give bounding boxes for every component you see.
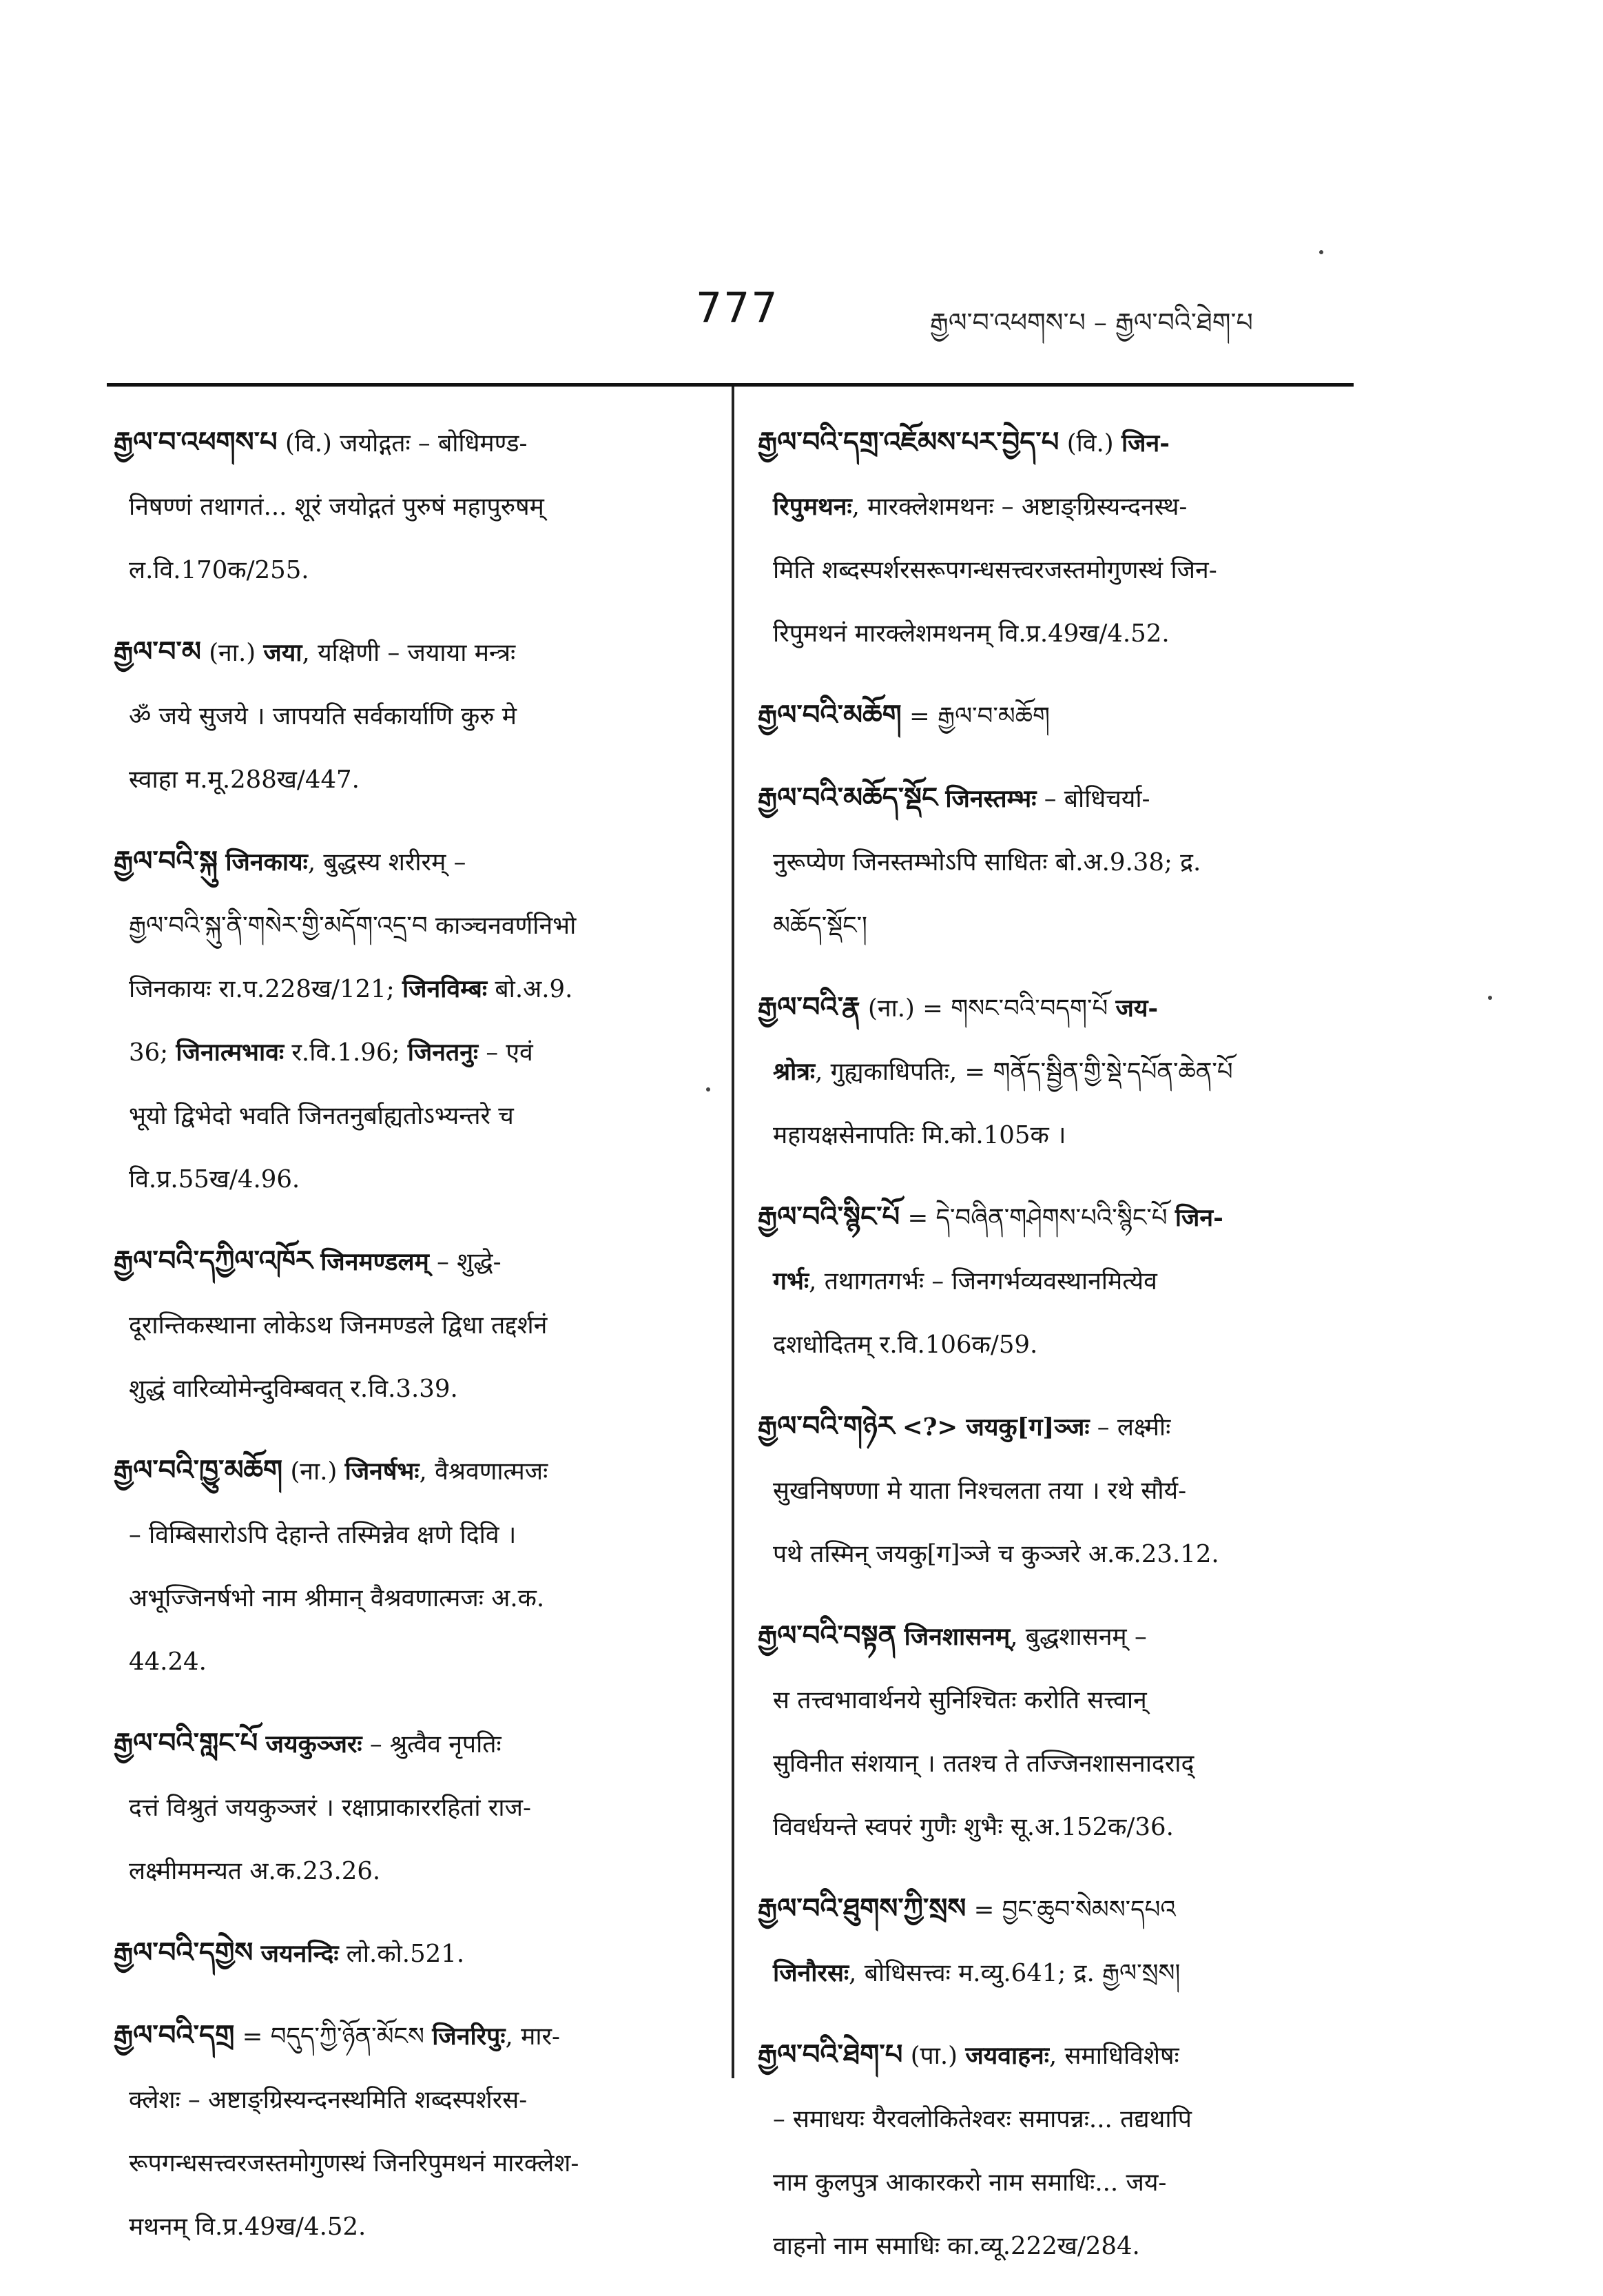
entry-text: रूपगन्धसत्त्वरजस्तमोगुणस्थं जिनरिपुमथनं मारक्लेश-: [129, 2149, 579, 2177]
entry-text: (ना.): [200, 639, 264, 667]
entry-text: མཆོད་སྡོང་།: [773, 912, 867, 940]
entry-text: रिपुमथनं मारक्लेशमथनम् वि.प्र.49ख/4.52.: [773, 619, 1170, 648]
entry-text: भूयो द्विभेदो भवति जिनतनुर्बाह्यतोऽभ्यन्तरे च: [129, 1102, 514, 1130]
entry-headline: [758, 1185, 1357, 1250]
entry-text: (ना.) = གསང་བའི་བདག་པོ: [860, 994, 1116, 1023]
entry-headline: [758, 2023, 1357, 2088]
entry-text: [218, 848, 225, 877]
headword: རྒྱལ་བའི་རྣ: [758, 991, 860, 1023]
scan-speck: [706, 1087, 710, 1091]
sanskrit-term: जिनशासनम्: [904, 1623, 1011, 1651]
entry-text: = བདུད་ཀྱི་ཉོན་མོངས: [234, 2022, 433, 2051]
entry-text: – विम्बिसारोऽपि देहान्ते तस्मिन्नेव क्षणे दिवि ।: [129, 1521, 517, 1549]
entry-text: – श्रुत्वैव नृपतिः: [362, 1730, 501, 1759]
entry-text: 44.24.: [129, 1648, 207, 1676]
column-divider: [732, 387, 734, 2078]
entry-headline: [758, 1877, 1357, 1942]
sanskrit-term: जिनस्तम्भः: [945, 785, 1037, 813]
dictionary-entry: [758, 1395, 1357, 1586]
headword: རྒྱལ་བ་མ: [114, 635, 201, 668]
entry-text: (पा.): [902, 2042, 966, 2070]
entry-text: [896, 1623, 904, 1651]
entry-line: [114, 1776, 713, 1840]
entry-line: [758, 1313, 1357, 1377]
entry-text: स्वाहा म.मू.288ख/447.: [129, 766, 360, 794]
left-column: [114, 411, 713, 2277]
entry-headline: [114, 1439, 713, 1504]
entry-line: [114, 1021, 713, 1085]
headword: རྒྱལ་བའི་མཆོད་སྡོང: [758, 781, 938, 814]
entry-text: – बोधिचर्या-: [1036, 785, 1150, 813]
entry-line: [758, 1041, 1357, 1104]
entry-headline: [114, 411, 713, 475]
entry-line: [114, 2069, 713, 2132]
entry-line: [114, 1148, 713, 1211]
entry-line: [114, 1630, 713, 1694]
entry-line: [114, 1840, 713, 1903]
entry-text: मथनम् वि.प्र.49ख/4.52.: [129, 2213, 366, 2241]
entry-text: जिनकायः रा.प.228ख/121;: [129, 975, 402, 1003]
entry-line: [758, 2151, 1357, 2215]
headword: རྒྱལ་བའི་སྐུ: [114, 845, 218, 877]
entry-text: – एवं: [478, 1038, 533, 1067]
sanskrit-term: जय-: [1115, 994, 1159, 1023]
entry-text: वि.प्र.55ख/4.96.: [129, 1165, 300, 1193]
entry-line: [758, 602, 1357, 666]
entry-headline: [114, 2004, 713, 2069]
sanskrit-term: जिनरिपुः: [432, 2022, 506, 2051]
entry-text: , वैश्रवणात्मजः: [419, 1457, 548, 1486]
entry-text: बो.अ.9.: [487, 975, 573, 1003]
entry-text: (ना.): [282, 1457, 345, 1486]
sanskrit-term: रिपुमथनः: [773, 493, 852, 521]
entry-text: शुद्धं वारिव्योमेन्दुविम्बवत् र.वि.3.39.: [129, 1375, 458, 1403]
headword: རྒྱལ་བའི་ཐེག་པ: [758, 2038, 903, 2071]
right-column: [758, 411, 1357, 2296]
entry-text: , मारक्लेशमथनः – अष्टाङ्ग्रिस्यन्दनस्थ-: [851, 493, 1188, 521]
entry-headline: [114, 830, 713, 894]
dictionary-entry: [758, 976, 1357, 1167]
entry-text: , मार-: [505, 2022, 561, 2051]
entry-text: वाहनो नाम समाधिः का.व्यू.222ख/284.: [773, 2232, 1140, 2260]
entry-text: , गुह्यकाधिपतिः, = གནོད་སྦྱིན་གྱི་སྡེ་དཔོན་ཆེན་པོ: [815, 1058, 1233, 1086]
entry-line: [114, 475, 713, 539]
entry-text: = བྱང་ཆུབ་སེམས་དཔའ: [966, 1896, 1176, 1924]
headword: རྒྱལ་བའི་སྙིང་པོ: [758, 1200, 900, 1233]
sanskrit-term: श्रोत्रः: [773, 1058, 816, 1086]
entry-text: ल.वि.170क/255.: [129, 556, 309, 584]
dictionary-entry: [758, 411, 1357, 666]
sanskrit-term: जयनन्दिः: [260, 1940, 339, 1968]
entry-text: – लक्ष्मीः: [1089, 1413, 1171, 1442]
sanskrit-term: जिनमण्डलम्: [320, 1248, 429, 1276]
entry-line: [758, 539, 1357, 602]
entry-text: (वि.) जयोद्गतः – बोधिमण्ड-: [277, 429, 528, 458]
entry-text: दत्तं विश्रुतं जयकुञ्जरं । रक्षाप्राकाररहितां राज-: [129, 1794, 531, 1822]
header-rule: [107, 383, 1354, 387]
entry-line: [114, 685, 713, 748]
dictionary-entry: [758, 2023, 1357, 2278]
headword: རྒྱལ་བའི་བསྟན: [758, 1619, 897, 1652]
entry-line: [758, 894, 1357, 958]
entry-text: अभूज्जिनर्षभो नाम श्रीमान् वैश्रवणात्मजः अ.क.: [129, 1584, 545, 1612]
entry-line: [114, 1504, 713, 1567]
entry-line: [758, 2088, 1357, 2151]
entry-text: [253, 1940, 260, 1968]
entry-line: [758, 1732, 1357, 1796]
entry-line: [758, 475, 1357, 539]
entry-line: [114, 1085, 713, 1148]
headword: རྒྱལ་བའི་གླང་པོ: [114, 1727, 258, 1759]
entry-line: [114, 2195, 713, 2259]
headword: རྒྱལ་བའི་མཆོག: [758, 699, 902, 731]
entry-text: , यक्षिणी – जयाया मन्त्रः: [302, 639, 516, 667]
entry-text: རྒྱལ་བའི་སྐུ་ནི་གསེར་གྱི་མདོག་འདྲ་བ काञ्चनवर्णनिभो: [129, 912, 577, 940]
sanskrit-term: जिन-: [1121, 429, 1170, 458]
entry-line: [114, 1294, 713, 1357]
entry-headline: [114, 1229, 713, 1294]
entry-line: [114, 2132, 713, 2195]
entry-text: ॐ जये सुजये । जापयति सर्वकार्याणि कुरु मे: [129, 702, 517, 730]
dictionary-entry: [114, 2004, 713, 2259]
sanskrit-term: जयवाहनः: [965, 2042, 1049, 2070]
entry-headline: [758, 766, 1357, 831]
entry-line: [758, 2215, 1357, 2278]
dictionary-entry: [758, 1604, 1357, 1859]
entry-line: [114, 894, 713, 958]
entry-line: [114, 958, 713, 1021]
entry-line: [758, 1523, 1357, 1586]
sanskrit-term: जिन-: [1175, 1204, 1223, 1232]
entry-line: [114, 748, 713, 812]
entry-line: [758, 1250, 1357, 1313]
sanskrit-term: जयकुञ्जरः: [265, 1730, 362, 1759]
entry-line: [114, 539, 713, 602]
dictionary-entry: [758, 684, 1357, 748]
entry-headline: [114, 620, 713, 685]
dictionary-entry: [114, 830, 713, 1211]
entry-text: मिति शब्दस्पर्शरसरूपगन्धसत्त्वरजस्तमोगुणस्थं जिन-: [773, 556, 1217, 584]
entry-headline: [758, 976, 1357, 1041]
sanskrit-term: जिनात्मभावः: [176, 1038, 285, 1067]
entry-text: दूरान्तिकस्थाना लोकेऽथ जिनमण्डले द्विधा तद्दर्शनं: [129, 1311, 548, 1340]
dictionary-entry: [114, 1439, 713, 1694]
entry-text: [313, 1248, 320, 1276]
entry-text: = དེ་བཞིན་གཤེགས་པའི་སྙིང་པོ: [900, 1204, 1175, 1232]
dictionary-entry: [758, 1185, 1357, 1377]
page-number: 777: [696, 284, 779, 332]
entry-text: [258, 1730, 265, 1759]
entry-text: महायक्षसेनापतिः मि.को.105क ।: [773, 1121, 1066, 1149]
entry-text: सुविनीत संशयान् । ततश्च ते तज्जिनशासनादराद्: [773, 1750, 1195, 1778]
entry-text: , तथागतगर्भः – जिनगर्भव्यवस्थानमित्येव: [809, 1267, 1157, 1295]
entry-text: नाम कुलपुत्र आकारकरो नाम समाधिः... जय-: [773, 2169, 1167, 2197]
dictionary-entry: [114, 411, 713, 602]
headword: རྒྱལ་བའི་དཀྱིལ་འཁོར: [114, 1244, 313, 1277]
headword: རྒྱལ་བའི་དགྱེས: [114, 1936, 254, 1969]
entry-text: 36;: [129, 1038, 176, 1067]
sanskrit-term: जया: [263, 639, 302, 667]
dictionary-entry: [758, 766, 1357, 958]
entry-line: [114, 1567, 713, 1630]
scan-speck: [1319, 250, 1323, 254]
entry-line: [758, 1104, 1357, 1167]
dictionary-entry: [114, 620, 713, 812]
sanskrit-term: जिनौरसः: [773, 1959, 849, 1987]
sanskrit-term: जिनकायः: [225, 848, 308, 877]
entry-text: (वि.): [1059, 429, 1121, 458]
entry-text: सुखनिषण्णा मे याता निश्चलता तया । रथे सौर्य-: [773, 1477, 1187, 1505]
entry-text: नुरूप्येण जिनस्तम्भोऽपि साधितः बो.अ.9.38; द्र.: [773, 848, 1201, 877]
dictionary-entry: [758, 1877, 1357, 2005]
entry-text: र.वि.1.96;: [284, 1038, 408, 1067]
entry-text: दशधोदितम् र.वि.106क/59.: [773, 1331, 1038, 1359]
dictionary-entry: [114, 1229, 713, 1421]
entry-text: स तत्त्वभावार्थनये सुनिश्चितः करोति सत्त्वान्: [773, 1686, 1147, 1714]
scan-speck: [1488, 996, 1492, 1000]
headword: རྒྱལ་བའི་དགྲ་འཇོམས་པར་བྱེད་པ: [758, 426, 1059, 458]
headword: རྒྱལ་བ་འཕགས་པ: [114, 426, 278, 458]
headword: རྒྱལ་བའི་དགྲ: [114, 2019, 235, 2051]
entry-headline: [114, 1921, 713, 1986]
entry-text: , बोधिसत्त्वः म.व्यु.641; द्र. རྒྱལ་སྲས།: [849, 1959, 1181, 1987]
entry-line: [758, 1796, 1357, 1859]
entry-text: , बुद्धशासनम् –: [1010, 1623, 1147, 1651]
entry-text: पथे तस्मिन् जयकु[ग]ञ्जे च कुञ्जरे अ.क.23.12.: [773, 1540, 1219, 1568]
dictionary-entry: [114, 1921, 713, 1986]
entry-text: लो.को.521.: [338, 1940, 465, 1968]
entry-headline: [758, 411, 1357, 475]
entry-headline: [758, 1395, 1357, 1459]
entry-text: , समाधिविशेषः: [1048, 2042, 1179, 2070]
entry-text: क्लेशः – अष्टाङ्ग्रिस्यन्दनस्थमिति शब्दस्पर्शरस-: [129, 2086, 528, 2114]
sanskrit-term: गर्भः: [773, 1267, 809, 1295]
entry-text: निषण्णं तथागतं... शूरं जयोद्गतं पुरुषं महापुरुषम्: [129, 493, 544, 521]
entry-text: [938, 785, 945, 813]
dictionary-entry: [114, 1712, 713, 1903]
sanskrit-term: <?> जयकु[ग]ञ्जः: [902, 1413, 1090, 1442]
entry-headline: [758, 1604, 1357, 1669]
sanskrit-term: जिनतनुः: [407, 1038, 479, 1067]
headword: རྒྱལ་བའི་ཁྱུ་མཆོག: [114, 1454, 283, 1486]
entry-text: लक्ष्मीममन्यत अ.क.23.26.: [129, 1857, 381, 1885]
entry-text: – शुद्धे-: [428, 1248, 501, 1276]
entry-headline: [114, 1712, 713, 1776]
entry-text: – समाधयः यैरवलोकितेश्वरः समापन्नः... तद्यथापि: [773, 2105, 1192, 2133]
entry-line: [758, 1942, 1357, 2005]
entry-line: [758, 1459, 1357, 1523]
running-head: རྒྱལ་བ་འཕགས་པ – རྒྱལ་བའི་ཐེག་པ: [930, 307, 1253, 338]
entry-headline: [758, 684, 1357, 748]
sanskrit-term: जिनविम्बः: [402, 975, 488, 1003]
entry-text: = རྒྱལ་བ་མཆོག: [901, 702, 1050, 730]
entry-text: विवर्धयन्ते स्वपरं गुणैः शुभैः सू.अ.152क/36.: [773, 1813, 1174, 1841]
headword: རྒྱལ་བའི་གཉེར: [758, 1410, 895, 1442]
entry-text: [895, 1413, 902, 1442]
entry-text: , बुद्धस्य शरीरम् –: [307, 848, 466, 877]
entry-line: [114, 1357, 713, 1421]
page-header: [0, 284, 1603, 346]
sanskrit-term: जिनर्षभः: [344, 1457, 420, 1486]
headword: རྒྱལ་བའི་ཐུགས་ཀྱི་སྲས: [758, 1892, 966, 1925]
entry-line: [758, 1669, 1357, 1732]
entry-line: [758, 831, 1357, 894]
